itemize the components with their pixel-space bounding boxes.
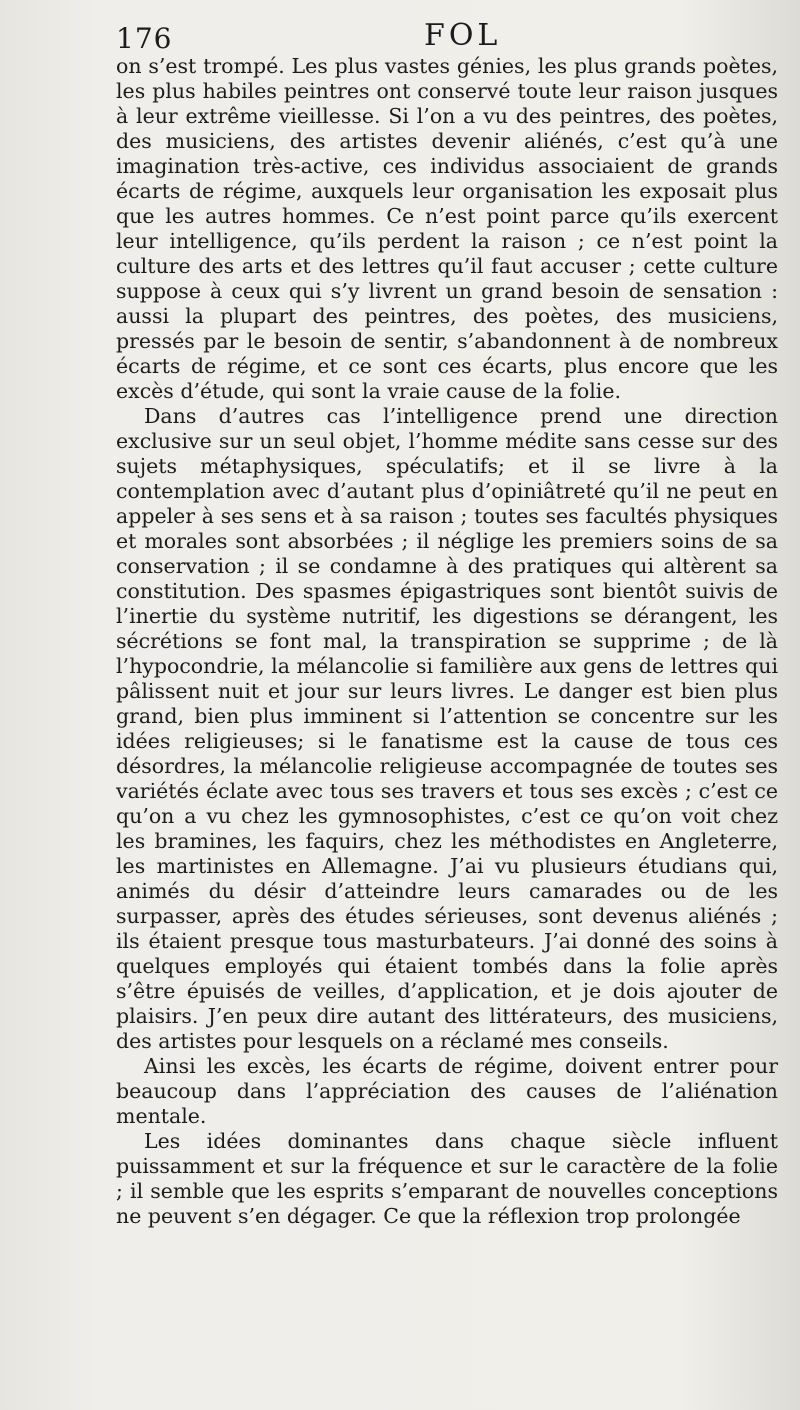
paragraph: Dans d’autres cas l’intelligence prend une direction exclusive sur un seul objet, l’homme médite sans cesse sur des sujets métaphysiques, spéculatifs; et il se livre à la contemplation avec d’autant plus d’opiniâtreté qu’il ne peut en appeler à ses sens et à sa raison ; toutes ses facultés physiques et morales sont absorbées ; il néglige les premiers soins de sa conservation ; il se condamne à des pratiques qui altèrent sa constitution. Des spasmes épigastriques sont bientôt suivis de l’inertie du système nutritif, les digestions se dérangent, les sécrétions se font mal, la transpiration se supprime ; de là l’hypocondrie, la mélancolie si familière aux gens de lettres qui pâlissent nuit et jour sur leurs livres. Le danger est bien plus grand, bien plus imminent si l’attention se concentre sur les idées religieuses; si le fanatisme est la cause de tous ces désordres, la mélancolie religieuse accompagnée de toutes ses variétés éclate avec tous ses travers et tous ses excès ; c’est ce qu’on a vu chez les gymnosophistes, c’est ce qu’on voit chez les bramines, les faquirs, chez les méthodistes en Angleterre, les martinistes en Allemagne. J’ai vu plusieurs étudians qui, animés du désir d’atteindre leurs camarades ou de les surpasser, après des études sérieuses, sont devenus aliénés ; ils étaient presque tous masturbateurs. J’ai donné des soins à quelques employés qui étaient tombés dans la folie après s’être épuisés de veilles, d’application, et je dois ajouter de plaisirs. J’en peux dire autant des littérateurs, des musiciens, des artistes pour lesquels on a réclamé mes conseils. — [116, 404, 778, 1053]
paragraph: Les idées dominantes dans chaque siècle influent puissamment et sur la fréquence et sur le caractère de la folie ; il semble que les esprits s’emparant de nouvelles conceptions ne peuvent s’en dégager. Ce que la réflexion trop prolongée — [116, 1129, 778, 1228]
page-header — [116, 14, 800, 56]
paragraph: Ainsi les excès, les écarts de régime, doivent entrer pour beaucoup dans l’appréciation des causes de l’aliénation mentale. — [116, 1054, 778, 1128]
paragraph: on s’est trompé. Les plus vastes génies, les plus grands poètes, les plus habiles peintres ont conservé toute leur raison jusques à leur extrême vieillesse. Si l’on a vu des peintres, des poètes, des musiciens, des artistes devenir aliénés, c’est qu’à une imagination très-active, ces individus associaient de grands écarts de régime, auxquels leur organisation les exposait plus que les autres hommes. Ce n’est point parce qu’ils exercent leur intelligence, qu’ils perdent la raison ; ce n’est point la culture des arts et des lettres qu’il faut accuser ; cette culture suppose à ceux qui s’y livrent un grand besoin de sensation : aussi la plupart des peintres, des poètes, des musiciens, pressés par le besoin de sentir, s’abandonnent à de nombreux écarts de régime, et ce sont ces écarts, plus encore que les excès d’étude, qui sont la vraie cause de la folie. — [116, 54, 778, 403]
body-text — [116, 54, 778, 1229]
page-number: 176 — [116, 22, 173, 55]
running-head: FOL — [424, 18, 502, 53]
